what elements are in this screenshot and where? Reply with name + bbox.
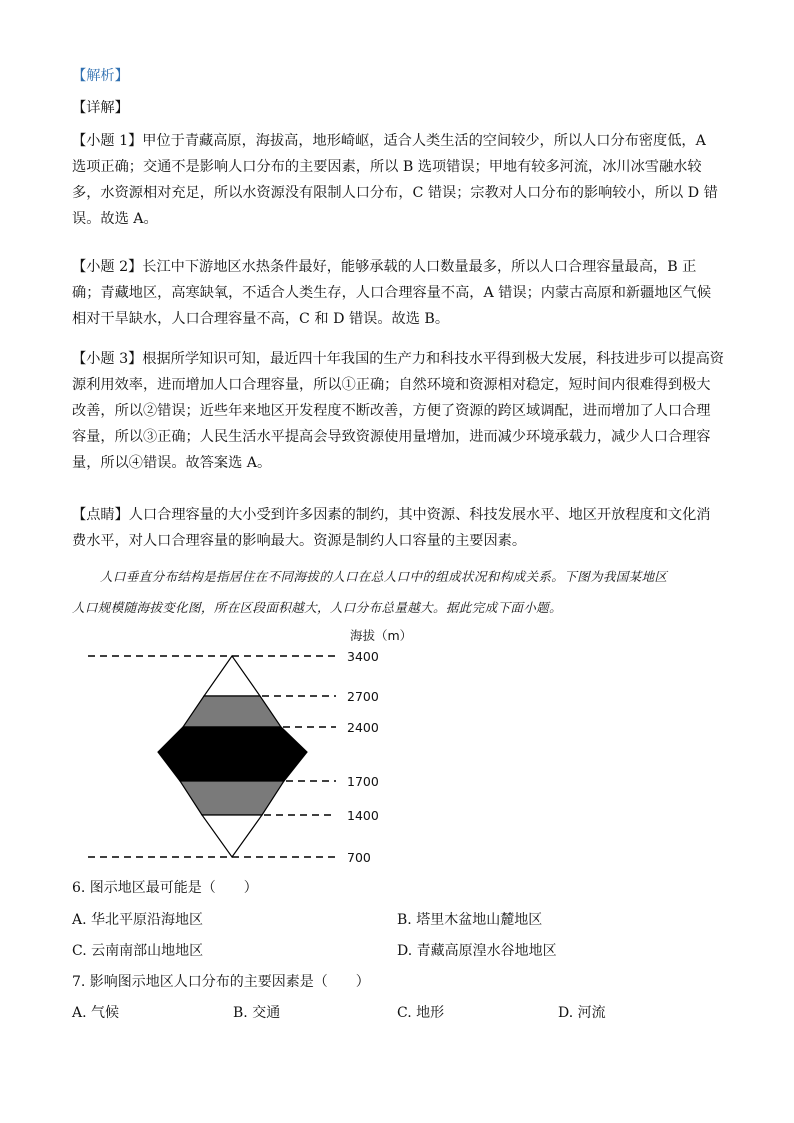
tick-label-3400: 3400 [347, 649, 379, 664]
q1-text: 甲位于青藏高原，海拔高，地形崎岖，适合人类生活的空间较少，所以人口分布密度低，A 选项正确；交通不是影响人口分布的主要因素，所以 B 选项错误；甲地有较多河流，冰川冰雪融水较多，水资源相对充足，所以水资源没有限制人口分布，C 错误；宗教对人口分布的影响较小，所以 D 错误。故选 A。 [72, 133, 718, 227]
band-1400-700 [202, 815, 262, 857]
y-axis-title: 海拔（m） [350, 628, 413, 643]
q6-option-c[interactable]: C. 云南南部山地地区 [72, 943, 204, 959]
tick-label-2700: 2700 [347, 689, 379, 704]
q7-option-b[interactable]: B. 交通 [233, 1005, 281, 1021]
tick-label-1700: 1700 [347, 774, 379, 789]
question-6-stem: 6. 图示地区最可能是（ ） [72, 880, 258, 896]
question-7-stem: 7. 影响图示地区人口分布的主要因素是（ ） [72, 974, 370, 990]
q3-tag: 【小题 3】 [72, 351, 143, 367]
q6-option-d[interactable]: D. 青藏高原湟水谷地地区 [397, 943, 557, 959]
dianjing-text: 人口合理容量的大小受到许多因素的制约，其中资源、科技发展水平、地区开放程度和文化消费水平，对人口合理容量的影响最大。资源是制约人口容量的主要因素。 [72, 507, 711, 549]
xiangjie-tag: 【详解】 [72, 100, 129, 116]
jiexi-tag: 【解析】 [72, 68, 129, 84]
q1-tag: 【小题 1】 [72, 133, 143, 149]
intro-line-1: 人口垂直分布结构是指居住在不同海拔的人口在总人口中的组成状况和构成关系。下图为我国某地区 [100, 569, 668, 584]
dianjing-tag: 【点睛】 [72, 507, 129, 523]
q3-text: 根据所学知识可知，最近四十年我国的生产力和科技水平得到极大发展，科技进步可以提高资源利用效率，进而增加人口合理容量，所以①正确；自然环境和资源相对稳定，短时间内很难得到极大改善，所以②错误；近些年来地区开发程度不断改善，方便了资源的跨区域调配，进而增加了人口合理容量，所以③正确；人民生活水平提高会导致资源使用量增加，进而减少环境承载力，减少人口合理容量，所以④错误。故答案选 A。 [72, 351, 724, 471]
q7-option-c[interactable]: C. 地形 [397, 1005, 445, 1021]
tick-label-1400: 1400 [347, 808, 379, 823]
band-1700-1400 [180, 781, 284, 815]
q7-option-a[interactable]: A. 气候 [72, 1005, 120, 1021]
tick-label-2400: 2400 [347, 720, 379, 735]
q6-option-a[interactable]: A. 华北平原沿海地区 [72, 912, 204, 928]
q6-option-b[interactable]: B. 塔里木盆地山麓地区 [397, 912, 543, 928]
band-3400-2700 [204, 656, 260, 696]
band-2400-1700 [158, 727, 307, 781]
q2-text: 长江中下游地区水热条件最好，能够承载的人口数量最多，所以人口合理容量最高，B 正确；青藏地区，高寒缺氧，不适合人类生存，人口合理容量不高，A 错误；内蒙古高原和新疆地区气候相对干旱缺水，人口合理容量不高，C 和 D 错误。故选 B。 [72, 259, 712, 327]
q2-tag: 【小题 2】 [72, 259, 143, 275]
tick-label-700: 700 [347, 850, 371, 865]
intro-line-2: 人口规模随海拔变化图，所在区段面积越大，人口分布总量越大。据此完成下面小题。 [72, 600, 562, 615]
q7-option-d[interactable]: D. 河流 [558, 1005, 606, 1021]
band-2700-2400 [183, 696, 281, 727]
